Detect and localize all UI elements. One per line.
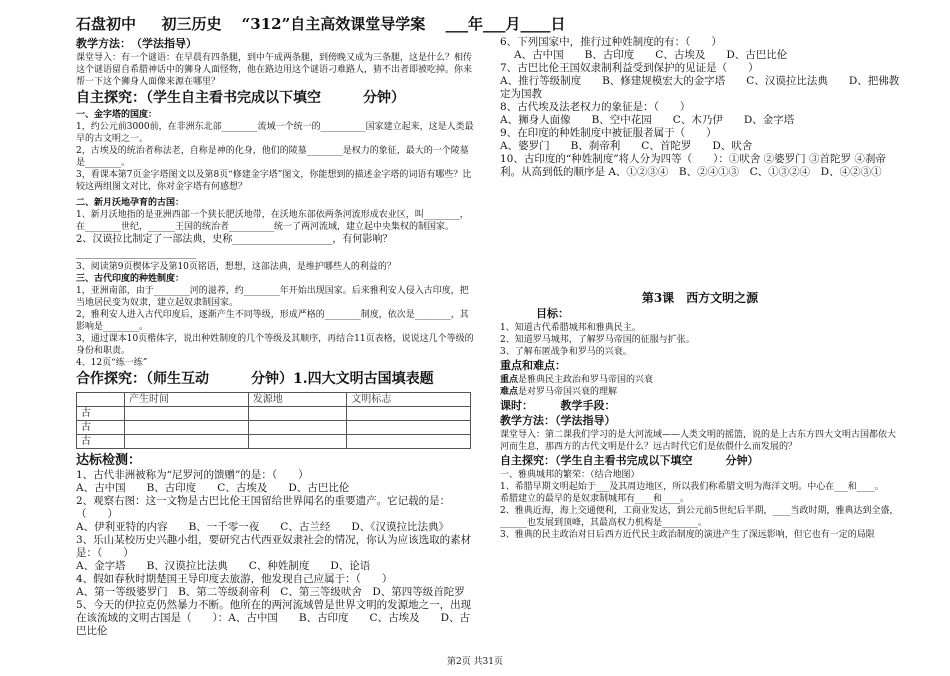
quiz-q1: 1、古代非洲被称为“尼罗河的馈赠”的是：（ ） <box>76 469 309 481</box>
table-row <box>77 407 471 421</box>
athens-item3: 3、雅典的民主政治对日后西方近代民主政治制度的演进产生了深远影响，但它也有一定的局限 <box>500 530 875 540</box>
quiz-q6-options: A、古中国 B、古印度 C、古埃及 D、古巴比伦 <box>514 49 788 61</box>
difficult-point-label: 难点 <box>500 387 519 397</box>
class-intro: 课堂导入：有一个谜语：在早晨有四条腿，到中午成两条腿，到傍晚又成为三条腿，这是什么？相传这个谜语留自希腊神话中的狮身人面怪物，他在路边用这个谜语刁难路人，猜不出者即被吃掉。你来帮一下这个狮身人面像来源在哪里？ <box>76 53 473 87</box>
teaching-method-heading: 教学方法： （学法指导） <box>76 37 197 50</box>
section1-heading: 一、金字塔的国度： <box>76 110 158 120</box>
key-points-heading: 重点和难点： <box>500 359 566 372</box>
s1-item3: 3，看课本第7页金字塔图文以及第8页“修建金字塔”图文，你能想到的描述金字塔的词语有哪些？比较这两组图文对比，你对金字塔有何感想？ <box>76 170 472 192</box>
quiz-q2-options: A、伊利亚特的内容 B、一千零一夜 C、古兰经 D、《汉谟拉比法典》 <box>76 521 449 533</box>
s3-item2: 2，雅利安人进入古代印度后，逐渐产生不同等级，形成严格的________制度，依次是________，其影响是________。 <box>76 310 469 332</box>
section2-heading: 二、新月沃地孕育的古国： <box>76 198 185 208</box>
quiz-q7: 7、古巴比伦王国奴隶制利益受到保护的见证是（ ） <box>500 62 759 74</box>
page-title: 石盘初中 初三历史 “312”自主高效课堂导学案 ___年___月____日 <box>76 15 566 33</box>
left-column <box>76 36 476 638</box>
quiz-q10: 10、古印度的“种姓制度”将人分为四等（ ）：①吠舍 ②婆罗门 ③首陀罗 ④刹帝利。从高到低的顺序是 A、①②③④ B、②④①③ C、①③②④ D、④②③① <box>500 153 886 178</box>
s2-item3: 3、阅读第9页楔体字及第10页铭语，想想，这部法典，是维护哪些人的利益的？ <box>76 262 396 272</box>
s3-item3: 3，通过课本10页楷体字，说出种姓制度的几个等级及其顺序，再结合11页表格，说说这几个等级的身份和职责。 <box>76 334 474 356</box>
goal-1: 1、知道古代希腊城邦和雅典民主。 <box>500 323 641 333</box>
table-header-row <box>77 393 471 407</box>
athens-item1b: 希腊建立的最早的是奴隶制城邦有____和____。 <box>500 494 690 504</box>
quiz-q7-options: A、推行等级制度 B、修建规模宏大的金字塔 C、汉谟拉比法典 D、把佛教定为国教 <box>500 75 900 100</box>
table-header-cell: 发源地 <box>248 393 347 407</box>
quiz-q2: 2、观察右图：这一文物是古巴比伦王国留给世界闻名的重要遗产。它记载的是：（ ） <box>76 495 451 520</box>
table-cell <box>347 435 471 449</box>
s3-item1: 1，亚洲南部，由于________河的滋养，约________年开始出现国家。后来雅利安人侵入古印度，把当地居民变为奴隶，建立起奴隶制国家。 <box>76 286 469 308</box>
table-cell: 古 <box>77 407 125 421</box>
table-cell <box>248 435 347 449</box>
difficult-point <box>500 386 900 398</box>
civilization-table <box>76 392 471 449</box>
quiz-heading: 达标检测： <box>76 453 142 468</box>
table-header-cell <box>77 393 125 407</box>
table-row <box>77 421 471 435</box>
quiz-q5: 5、今天的伊拉克仍然暴力不断。他所在的两河流域曾是世界文明的发源地之一，出现在该流域的文明古国是（ ）：A、古中国 B、古印度 C、古埃及 D、古巴比伦 <box>76 599 472 637</box>
table-cell <box>248 407 347 421</box>
table-cell <box>248 421 347 435</box>
table-cell <box>124 421 248 435</box>
athens-heading: 一、雅典城邦的繁荣：（结合地图） <box>500 470 640 480</box>
self-study-heading-2: 自主探究：（学生自主看书完成以下填空 分钟） <box>500 454 759 467</box>
table-cell <box>124 435 248 449</box>
table-cell: 古 <box>77 421 125 435</box>
quiz-q4: 4、假如春秋时期楚国王导印度去旅游，他发现自己应属于：（ ） <box>76 573 393 585</box>
s2-item2: 2、汉谟拉比制定了一部法典，史称____________________，有何影响？________________________ <box>76 234 393 259</box>
table-header-cell: 文明标志 <box>347 393 471 407</box>
table-header-cell: 产生时间 <box>124 393 248 407</box>
quiz-q8-options: A、狮身人面像 B、空中花园 C、木乃伊 D、金字塔 <box>500 114 795 126</box>
goal-3: 3、了解布匿战争和罗马的兴衰。 <box>500 347 632 357</box>
table-cell <box>124 407 248 421</box>
section3-heading: 三、古代印度的种姓制度： <box>76 274 185 284</box>
key-point-text: 是雅典民主政治和罗马帝国的兴衰 <box>518 375 654 385</box>
page-number: 第2页 共31页 <box>446 657 504 667</box>
table-cell: 古 <box>77 435 125 449</box>
table-cell <box>347 421 471 435</box>
key-point <box>500 374 900 386</box>
quiz-q3-options: A、金字塔 B、汉谟拉比法典 C、种姓制度 D、论语 <box>76 560 371 572</box>
table-cell <box>347 407 471 421</box>
class-hours: 课时： 教学手段： <box>500 399 616 412</box>
quiz-q4-options: A、第一等级婆罗门 B、第二等级刹帝利 C、第三等级吠舍 D、第四等级首陀罗 <box>76 586 465 598</box>
difficult-point-text: 是对罗马帝国兴衰的理解 <box>518 387 618 397</box>
right-column <box>500 36 900 541</box>
quiz-q1-options: A、古中国 B、古印度 C、古埃及 D、古巴比伦 <box>76 482 350 494</box>
class-intro-2: 课堂导入：第二课我们学习的是大河流域——人类文明的摇篮，说的是上古东方四大文明古国都依大河而生息，那西方的古代文明是什么？远古时代它们是依偎什么而发展的？ <box>500 430 897 452</box>
quiz-q8: 8、古代埃及法老权力的象征是：（ ） <box>500 101 691 113</box>
self-study-heading: 自主探究：（学生自主看书完成以下填空 分钟） <box>76 90 405 106</box>
teaching-method-heading-2: 教学方法：（学法指导） <box>500 414 616 427</box>
goals-heading: 目标： <box>536 307 569 320</box>
goal-2: 2、知道罗马城邦，了解罗马帝国的征服与扩张。 <box>500 335 695 345</box>
s1-item2: 2，古埃及的统治者称法老，自称是神的化身，他们的陵墓________是权力的象征，最大的一个陵墓是________。 <box>76 146 469 168</box>
s3-item4: 4、12页“练一练” <box>76 358 148 368</box>
table-row <box>77 435 471 449</box>
lesson3-title: 第3课 西方文明之源 <box>641 291 759 305</box>
quiz-q9: 9、在印度的种姓制度中被征服者属于（ ） <box>500 127 717 139</box>
key-point-label: 重点 <box>500 375 519 385</box>
s2-item1: 1、新月沃地指的是亚洲西部一个狭长肥沃地带，在沃地东部依两条河流形成农业区，叫________，在________世纪，______王国的统治者__________统一了两河流域，建立起中央集权的制国家。 <box>76 210 469 232</box>
athens-item2: 2、雅典近海，海上交通便利，工商业发达，到公元前5世纪后半期，____当政时期，雅典达到全盛，______也发展到顶峰，其最高权力机构是________。 <box>500 506 899 528</box>
quiz-q9-options: A、婆罗门 B、刹帝利 C、首陀罗 D、吠舍 <box>500 140 753 152</box>
cooperation-heading: 合作探究：（师生互动 分钟）1.四大文明古国填表题 <box>76 371 434 387</box>
quiz-q6: 6、下列国家中，推行过种姓制度的有：（ ） <box>500 36 722 48</box>
athens-item1: 1、希腊早期文明起始于___及其周边地区，所以我们称希腊文明为海洋文明。中心在___和____。 <box>500 482 884 492</box>
s1-item1: 1，约公元前3000前，在非洲东北部________流域一个统一的__________国家建立起来，这是人类最早的古文明之一。 <box>76 122 474 144</box>
quiz-q3: 3、乐山某校历史兴趣小组，要研究古代西亚奴隶社会的情况，你认为应该选取的素材是：（ ） <box>76 534 472 559</box>
